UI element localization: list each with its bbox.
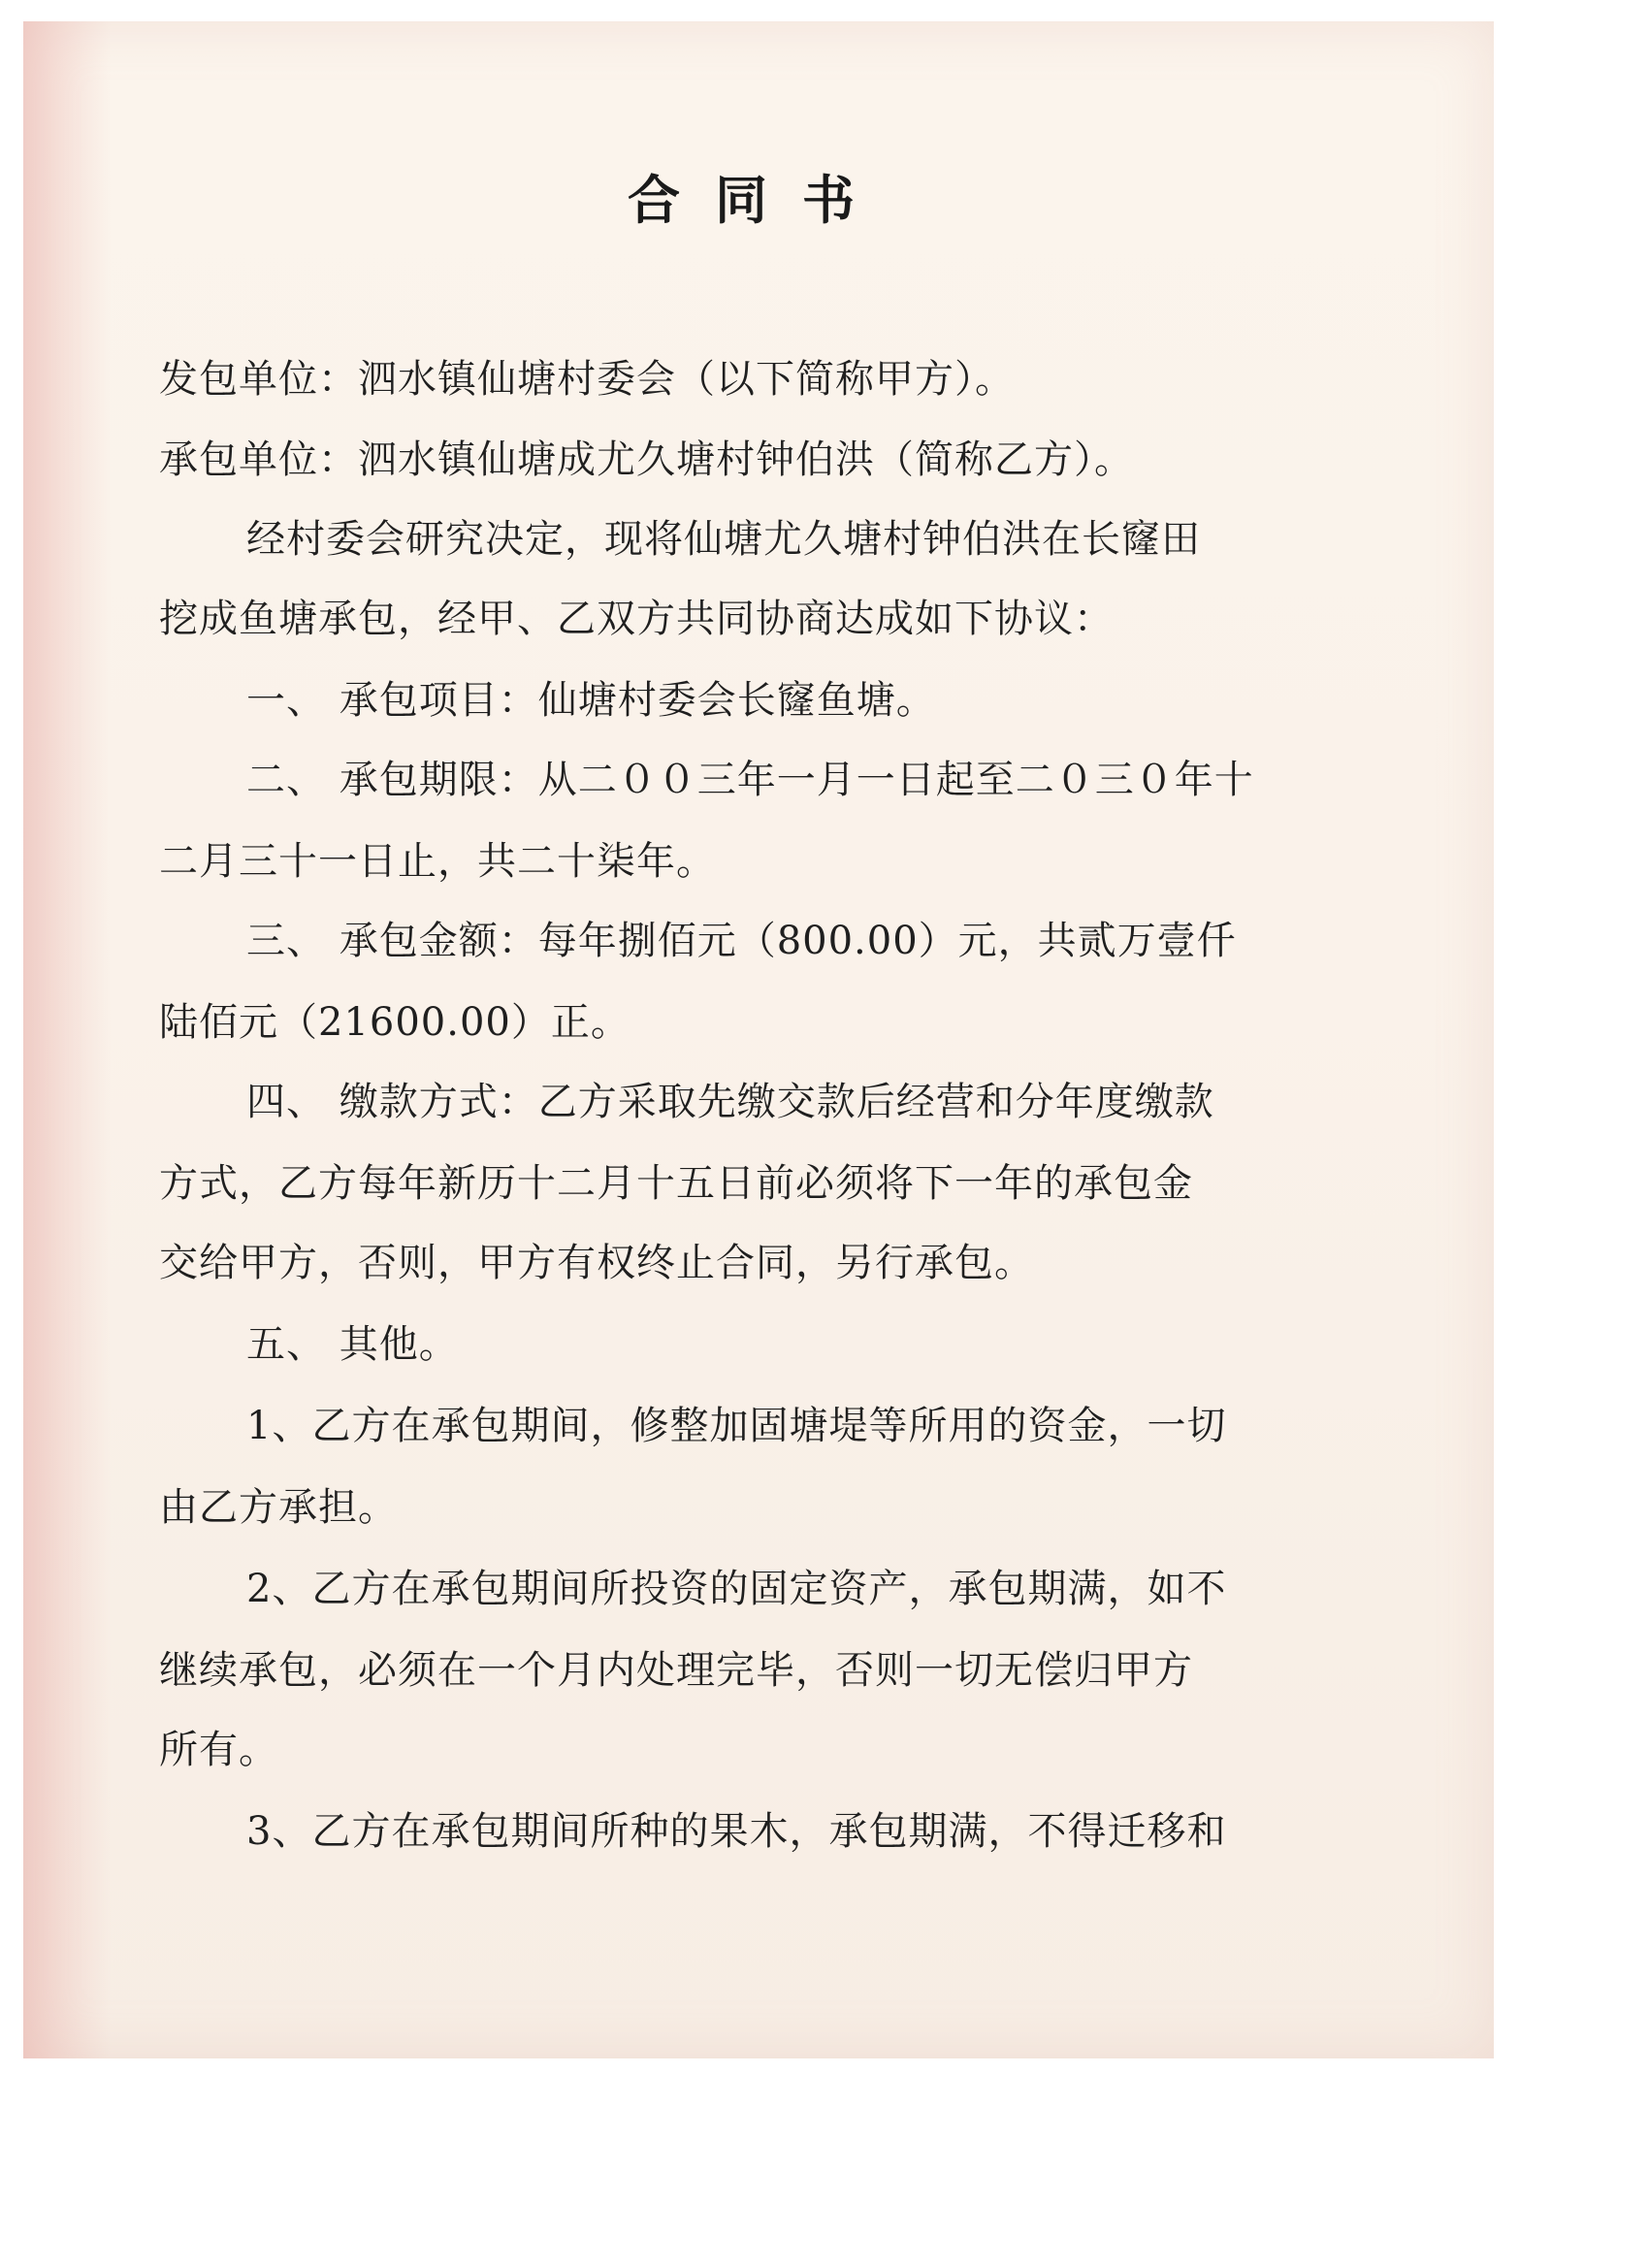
sub-clause-1-line-2: 由乙方承担。: [159, 1485, 398, 1530]
clause-4-line-2: 方式，乙方每年新历十二月十五日前必须将下一年的承包金: [159, 1161, 1193, 1206]
sub-clause-1-line-1: 1、乙方在承包期间，修整加固塘堤等所用的资金，一切: [246, 1404, 1227, 1448]
clause-3-line-1: 三、 承包金额：每年捌佰元（800.00）元，共贰万壹仟: [246, 919, 1237, 963]
clause-4-line-1: 四、 缴款方式：乙方采取先缴交款后经营和分年度缴款: [246, 1080, 1214, 1124]
contractee-line: 承包单位：泗水镇仙塘成尤久塘村钟伯洪（简称乙方）。: [159, 437, 1134, 482]
clause-2-line-1: 二、 承包期限：从二００三年一月一日起至二０三０年十: [246, 758, 1254, 802]
sub-clause-2-line-1: 2、乙方在承包期间所投资的固定资产，承包期满，如不: [246, 1567, 1227, 1611]
clause-4-line-3: 交给甲方，否则，甲方有权终止合同，另行承包。: [159, 1241, 1034, 1285]
contract-paper: [23, 21, 1494, 2058]
clause-3-line-2: 陆佰元（21600.00）正。: [159, 1000, 630, 1045]
sub-clause-3-line-1: 3、乙方在承包期间所种的果木，承包期满，不得迁移和: [246, 1809, 1227, 1854]
sub-clause-2-line-3: 所有。: [159, 1728, 278, 1772]
contractor-line: 发包单位：泗水镇仙塘村委会（以下简称甲方）。: [159, 357, 1015, 402]
sub-clause-2-line-2: 继续承包，必须在一个月内处理完毕，否则一切无偿归甲方: [159, 1648, 1193, 1693]
preamble-line-2: 挖成鱼塘承包，经甲、乙双方共同协商达成如下协议：: [159, 597, 1114, 641]
document-title: 合同书: [628, 170, 889, 231]
preamble-line-1: 经村委会研究决定，现将仙塘尤久塘村钟伯洪在长窿田: [246, 517, 1201, 562]
clause-5-heading: 五、 其他。: [246, 1322, 459, 1367]
clause-2-line-2: 二月三十一日止，共二十柒年。: [159, 839, 716, 884]
clause-1-line: 一、 承包项目：仙塘村委会长窿鱼塘。: [246, 678, 936, 723]
